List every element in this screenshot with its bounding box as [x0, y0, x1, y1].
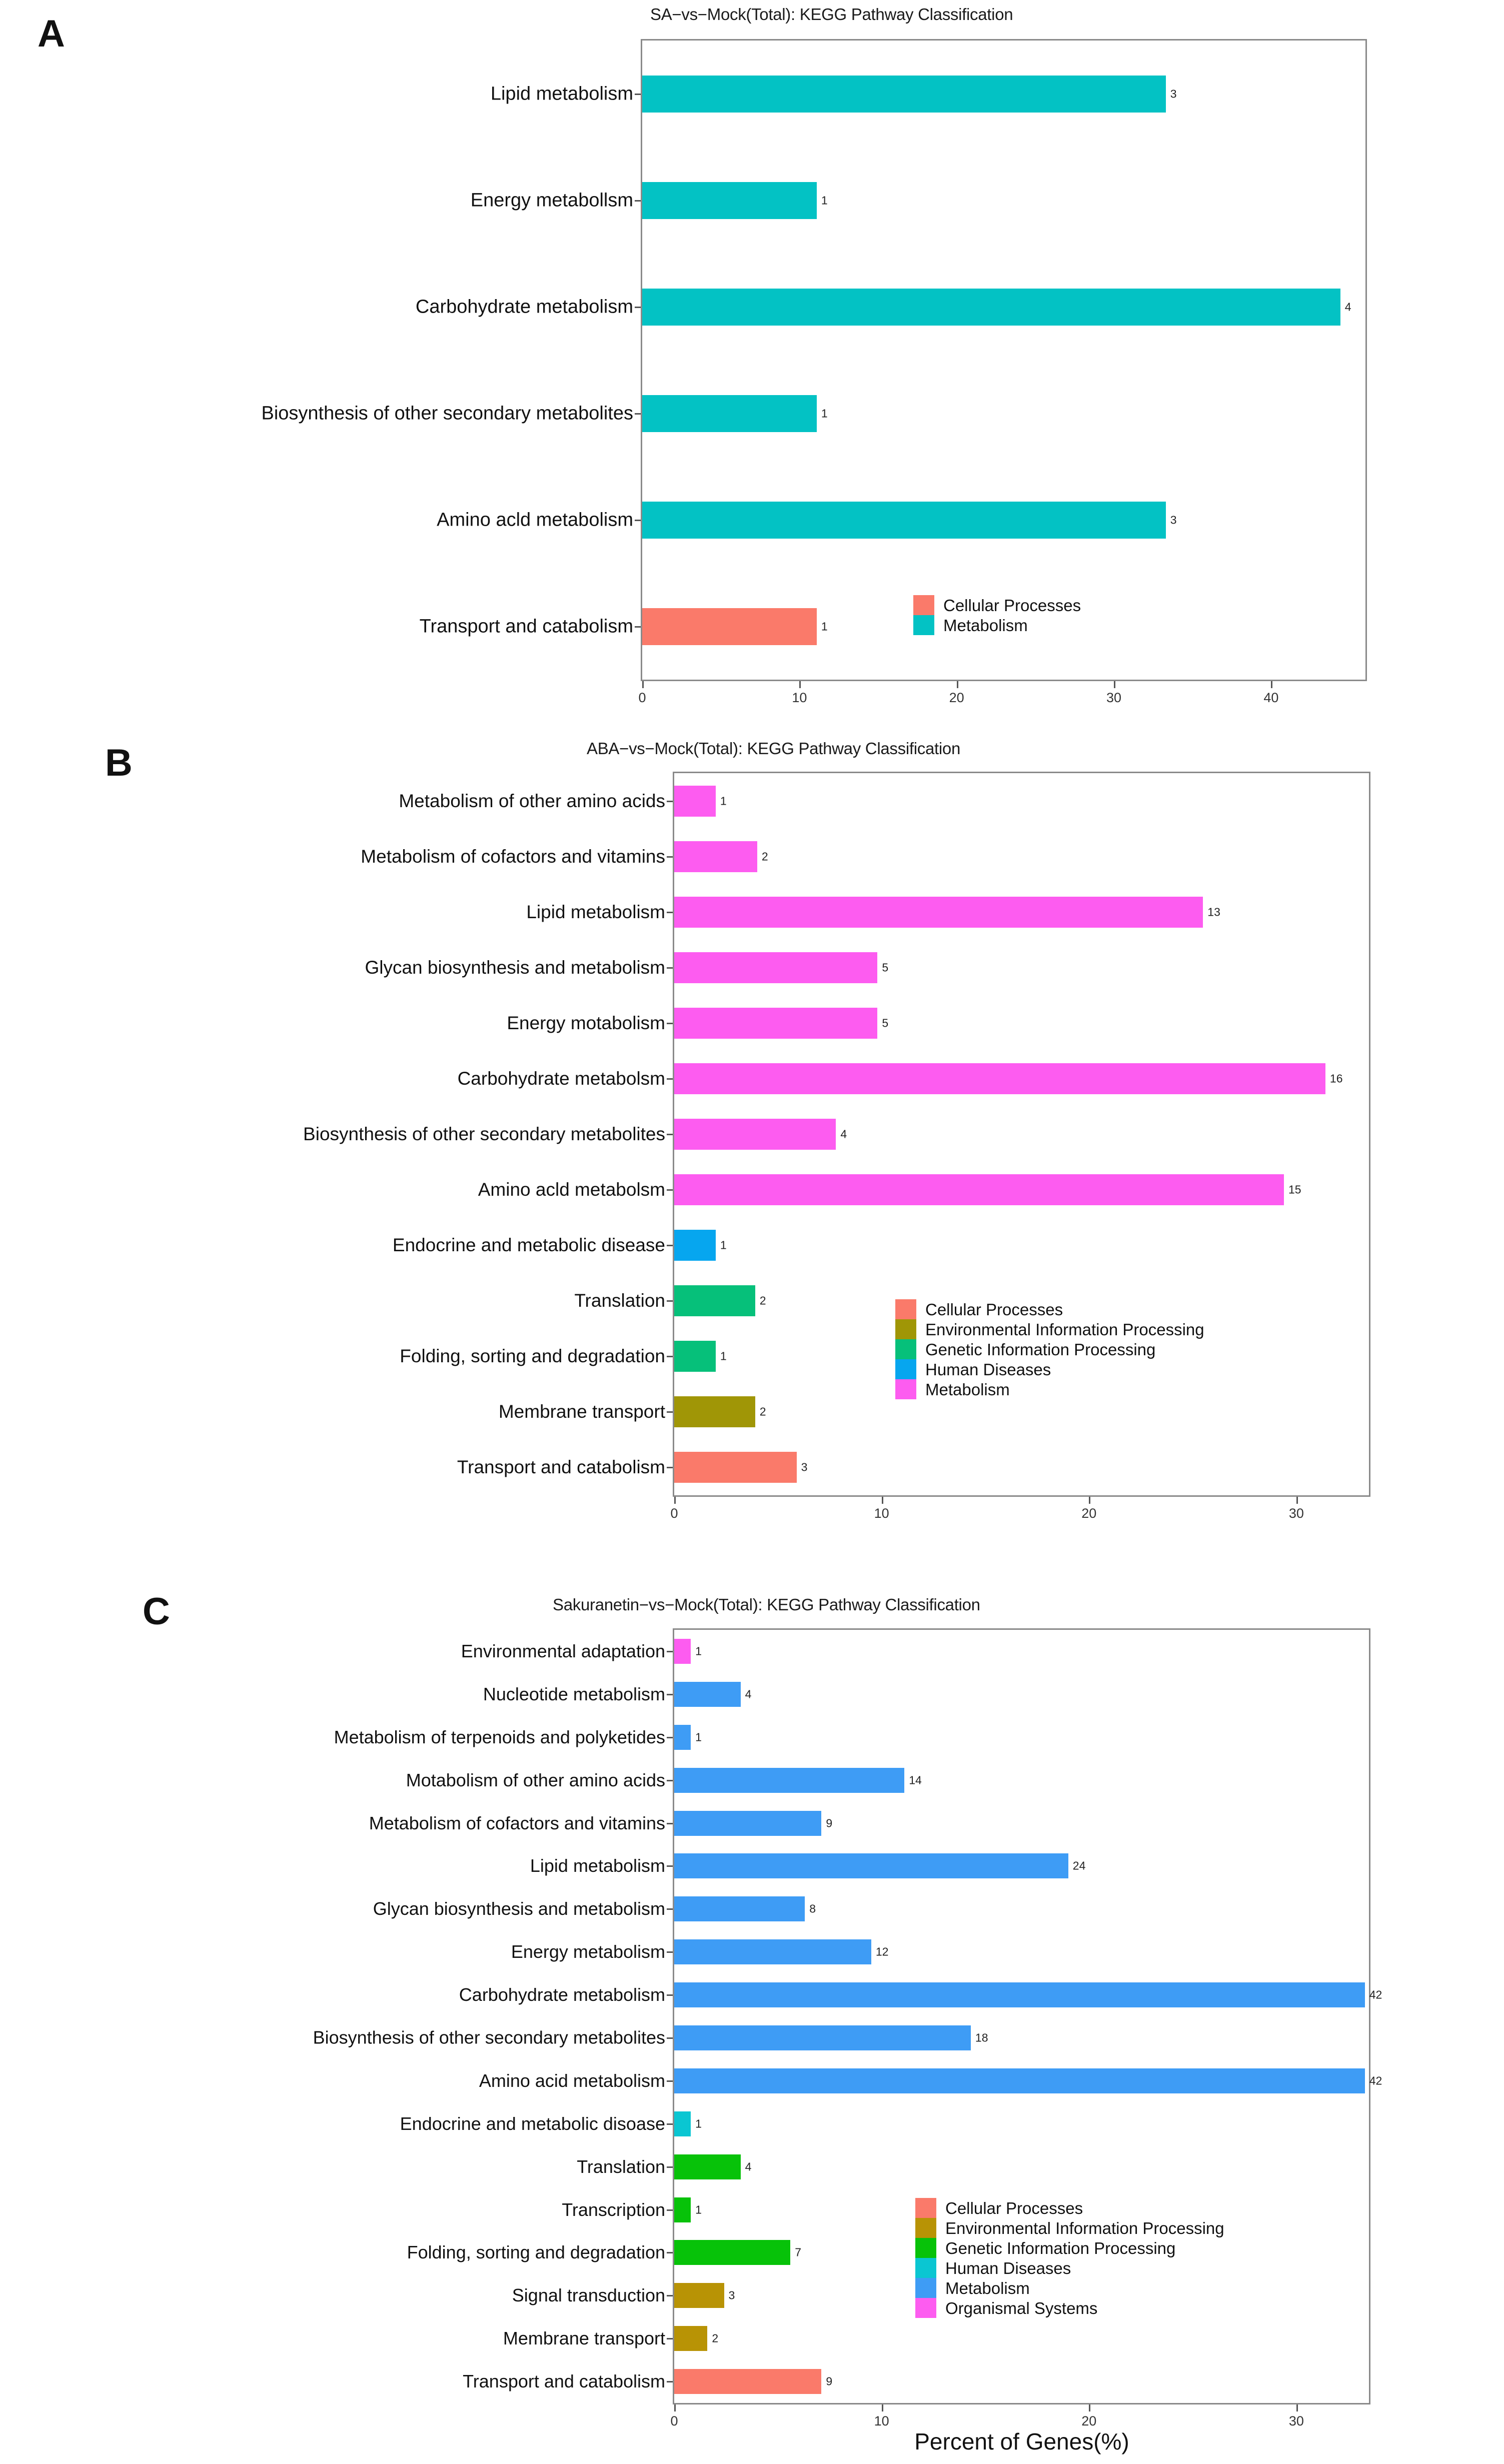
bar-value-label: 7	[795, 2245, 801, 2259]
bar-value-label: 24	[1072, 1859, 1086, 1872]
category-label: Translation	[574, 1290, 665, 1311]
legend-label: Organismal Systems	[945, 2298, 1098, 2317]
category-label: Biosynthesis of other secondary metabolites	[313, 2027, 665, 2048]
y-axis-tick	[667, 2123, 673, 2125]
y-axis-tick	[667, 1411, 673, 1413]
legend-label: Metabolism	[945, 2278, 1030, 2297]
category-label: Motabolism of other amino acids	[406, 1769, 665, 1790]
y-axis-tick	[667, 1467, 673, 1468]
category-label: Signal transduction	[512, 2285, 665, 2306]
y-axis-tick	[667, 1951, 673, 1953]
y-axis-tick	[635, 520, 641, 521]
y-axis-tick	[667, 1865, 673, 1867]
category-label: Energy metabollsm	[470, 190, 633, 211]
bar-value-label: 9	[826, 2374, 833, 2388]
bar	[674, 1982, 1365, 2007]
bar	[674, 1285, 755, 1316]
y-axis-tick	[635, 626, 641, 628]
x-axis-title: Percent of Genes(%)	[914, 2428, 1129, 2454]
bar	[674, 1639, 691, 1664]
legend-color-swatch	[915, 2278, 936, 2298]
category-label: Lipid metabolism	[526, 901, 665, 922]
bar	[674, 1119, 836, 1150]
bar-value-label: 4	[1344, 300, 1351, 313]
legend-label: Cellular Processes	[945, 2198, 1083, 2217]
y-axis-tick	[667, 1694, 673, 1695]
category-label: Energy metabolism	[511, 1941, 665, 1962]
legend-label: Genetic Information Processing	[925, 1340, 1156, 1359]
bar	[674, 2025, 971, 2050]
category-label: Glycan biosynthesis and metabolism	[365, 957, 665, 978]
y-axis-tick	[667, 1300, 673, 1302]
y-axis-tick	[667, 2209, 673, 2211]
category-label: Carbohydrate metabolism	[459, 1984, 665, 2005]
category-label: Biosynthesis of other secondary metabolites	[303, 1124, 665, 1144]
bar-value-label: 1	[821, 194, 828, 207]
legend-color-swatch	[895, 1379, 916, 1399]
bar-value-label: 4	[745, 2160, 752, 2173]
bar	[674, 2111, 691, 2136]
category-label: Carbohydrate metabolism	[415, 296, 633, 317]
legend-color-swatch	[895, 1359, 916, 1379]
bar-value-label: 4	[840, 1127, 847, 1141]
legend-label: Environmental Information Processing	[925, 1320, 1204, 1339]
x-axis-tick	[1296, 2404, 1298, 2411]
bar-value-label: 1	[720, 794, 727, 808]
y-axis-tick	[667, 912, 673, 913]
bar	[674, 2197, 691, 2222]
panel-c-legend	[915, 2198, 1224, 2318]
category-label: Glycan biosynthesis and metabolism	[373, 1898, 665, 1919]
bar	[642, 76, 1166, 113]
legend-color-swatch	[915, 2198, 936, 2218]
category-label: Environmental adaptation	[461, 1640, 665, 1661]
bar	[674, 1725, 691, 1750]
legend-color-swatch	[895, 1339, 916, 1359]
x-axis-tick-label: 30	[1288, 2413, 1304, 2428]
category-label: Endocrine and metabolic disease	[392, 1235, 665, 1256]
legend-color-swatch	[915, 2218, 936, 2238]
legend-color-swatch	[915, 2298, 936, 2318]
bar	[674, 1396, 755, 1427]
y-axis-tick	[635, 200, 641, 202]
bar	[674, 1063, 1325, 1094]
y-axis-tick	[635, 413, 641, 415]
bar	[642, 395, 817, 432]
bar-value-label: 2	[759, 1294, 766, 1307]
bar	[642, 182, 817, 219]
category-label: Amino acld metabolsm	[478, 1179, 665, 1200]
bar-value-label: 2	[759, 1405, 766, 1418]
category-label: Folding, sorting and degradation	[400, 1346, 665, 1367]
x-axis-tick	[674, 1497, 676, 1504]
bar	[674, 1341, 716, 1372]
bar	[674, 2326, 707, 2351]
bar-value-label: 42	[1369, 1988, 1382, 2001]
panel-b-letter: B	[105, 742, 133, 784]
legend-color-swatch	[913, 595, 934, 615]
legend-color-swatch	[913, 615, 934, 635]
legend-item	[915, 2278, 1224, 2298]
y-axis-tick	[667, 1780, 673, 1781]
y-axis-tick	[667, 856, 673, 858]
x-axis-tick	[1089, 2404, 1090, 2411]
legend-item	[895, 1299, 1204, 1319]
category-label: Folding, sorting and degradation	[407, 2242, 665, 2263]
panel-a-letter: A	[38, 13, 65, 55]
bar	[674, 2369, 821, 2394]
bar-value-label: 3	[801, 1460, 808, 1474]
legend-item	[915, 2298, 1224, 2318]
x-axis-tick-label: 40	[1263, 690, 1279, 705]
x-axis-tick-label: 10	[874, 2413, 889, 2428]
category-label: Metabolism of other amino acids	[399, 790, 665, 811]
x-axis-tick	[642, 681, 644, 688]
bar-value-label: 1	[695, 2203, 702, 2216]
x-axis-tick-label: 20	[949, 690, 964, 705]
bar-value-label: 42	[1369, 2074, 1382, 2087]
bar	[674, 1853, 1068, 1878]
bar-value-label: 9	[826, 1816, 833, 1829]
legend-label: Metabolism	[943, 616, 1028, 635]
y-axis-tick	[635, 94, 641, 95]
legend-item	[913, 615, 1081, 635]
x-axis-tick	[1089, 1497, 1090, 1504]
y-axis-tick	[667, 2166, 673, 2168]
x-axis-tick	[882, 2404, 883, 2411]
category-label: Amino acid metabolism	[479, 2070, 665, 2091]
legend-item	[895, 1359, 1204, 1379]
x-axis-tick-label: 30	[1288, 1506, 1304, 1521]
bar-value-label: 18	[975, 2031, 988, 2044]
y-axis-tick	[667, 2295, 673, 2296]
bar-value-label: 16	[1329, 1072, 1343, 1085]
panel-a-legend	[913, 595, 1081, 635]
category-label: Transport and catabolism	[463, 2371, 665, 2392]
legend-item	[913, 595, 1081, 615]
bar-value-label: 3	[728, 2288, 735, 2302]
x-axis-tick	[957, 681, 958, 688]
panel-a-title: SA−vs−Mock(Total): KEGG Pathway Classification	[650, 5, 1013, 24]
legend-label: Human Diseases	[945, 2258, 1071, 2277]
legend-color-swatch	[895, 1319, 916, 1339]
category-label: Translation	[577, 2156, 665, 2177]
legend-item	[895, 1379, 1204, 1399]
bar	[674, 1682, 741, 1707]
bar	[674, 2240, 790, 2265]
legend-item	[895, 1319, 1204, 1339]
bar-value-label: 15	[1288, 1183, 1301, 1196]
x-axis-tick-label: 30	[1106, 690, 1122, 705]
y-axis-tick	[667, 1245, 673, 1246]
category-label: Biosynthesis of other secondary metabolites	[261, 403, 633, 424]
bar-value-label: 1	[695, 1644, 702, 1658]
y-axis-tick	[667, 2037, 673, 2039]
legend-label: Metabolism	[925, 1380, 1010, 1399]
y-axis-tick	[667, 1134, 673, 1135]
bar	[674, 841, 757, 872]
bar-value-label: 1	[821, 407, 828, 420]
y-axis-tick	[667, 1994, 673, 1996]
legend-item	[915, 2238, 1224, 2258]
x-axis-tick-label: 0	[638, 690, 646, 705]
bar	[674, 1896, 805, 1921]
bar	[642, 289, 1340, 326]
category-label: Transcription	[562, 2199, 665, 2220]
bar-value-label: 8	[809, 1902, 816, 1915]
category-label: Lipid metabolism	[530, 1855, 665, 1876]
legend-color-swatch	[895, 1299, 916, 1319]
bar-value-label: 2	[712, 2331, 719, 2345]
category-label: Metabolism of cofactors and vitamins	[361, 846, 665, 867]
bar	[674, 786, 716, 817]
bar-value-label: 1	[695, 2117, 702, 2130]
bar-value-label: 1	[720, 1349, 727, 1363]
category-label: Amino acld metabolism	[437, 509, 633, 530]
y-axis-tick	[667, 2338, 673, 2339]
bar-value-label: 3	[1170, 87, 1177, 100]
y-axis-tick	[667, 2080, 673, 2082]
bar-value-label: 1	[695, 1730, 702, 1744]
bar-value-label: 1	[720, 1238, 727, 1252]
bar	[674, 1452, 797, 1483]
bar-value-label: 1	[821, 620, 828, 633]
category-label: Nucleotide metabolism	[483, 1683, 665, 1704]
bar-value-label: 3	[1170, 513, 1177, 526]
bar-value-label: 2	[761, 850, 768, 863]
y-axis-tick	[667, 1023, 673, 1024]
x-axis-tick-label: 10	[792, 690, 807, 705]
y-axis-tick	[667, 2381, 673, 2382]
legend-label: Cellular Processes	[925, 1300, 1063, 1319]
category-label: Energy motabolism	[507, 1012, 665, 1033]
category-label: Membrane transport	[503, 2328, 665, 2349]
bar-value-label: 14	[909, 1773, 922, 1787]
bar	[642, 608, 817, 645]
y-axis-tick	[667, 967, 673, 969]
x-axis-tick	[1271, 681, 1272, 688]
y-axis-tick	[667, 1189, 673, 1191]
x-axis-tick	[799, 681, 801, 688]
bar	[674, 2154, 741, 2179]
bar-value-label: 5	[882, 961, 889, 974]
x-axis-tick	[1114, 681, 1115, 688]
category-label: Metabolism of cofactors and vitamins	[369, 1812, 665, 1833]
category-label: Transport and catabolism	[457, 1457, 665, 1478]
y-axis-tick	[635, 307, 641, 308]
bar-value-label: 12	[875, 1945, 889, 1958]
y-axis-tick	[667, 801, 673, 802]
legend-label: Cellular Processes	[943, 596, 1081, 615]
bar	[674, 1768, 904, 1793]
y-axis-tick	[667, 1823, 673, 1824]
legend-item	[915, 2218, 1224, 2238]
category-label: Carbohydrate metabolsm	[457, 1068, 665, 1089]
category-label: Transport and catabolism	[419, 616, 633, 637]
x-axis-tick	[1296, 1497, 1298, 1504]
y-axis-tick	[667, 1737, 673, 1738]
legend-color-swatch	[915, 2238, 936, 2258]
panel-c-letter: C	[143, 1590, 170, 1633]
panel-b-title: ABA−vs−Mock(Total): KEGG Pathway Classification	[587, 739, 961, 758]
x-axis-tick-label: 0	[670, 2413, 678, 2428]
x-axis-tick	[674, 2404, 676, 2411]
category-label: Metabolism of terpenoids and polyketides	[334, 1726, 665, 1747]
x-axis-tick-label: 0	[670, 1506, 678, 1521]
x-axis-tick-label: 20	[1081, 1506, 1097, 1521]
bar	[674, 1811, 821, 1836]
bar-value-label: 5	[882, 1016, 889, 1030]
y-axis-tick	[667, 1908, 673, 1910]
panel-c-title: Sakuranetin−vs−Mock(Total): KEGG Pathway Classification	[553, 1595, 980, 1614]
category-label: Endocrine and metabolic disoase	[400, 2113, 665, 2134]
bar	[674, 2068, 1365, 2093]
y-axis-tick	[667, 1078, 673, 1080]
bar	[674, 1174, 1284, 1205]
x-axis-tick-label: 10	[874, 1506, 889, 1521]
bar	[674, 897, 1203, 928]
bar-value-label: 4	[745, 1687, 752, 1701]
legend-color-swatch	[915, 2258, 936, 2278]
panel-b-legend	[895, 1299, 1204, 1399]
legend-item	[895, 1339, 1204, 1359]
bar	[674, 2283, 724, 2308]
panel-a-plot-area	[641, 39, 1367, 681]
legend-item	[915, 2258, 1224, 2278]
bar-value-label: 13	[1207, 905, 1220, 919]
bar	[674, 1230, 716, 1261]
category-label: Lipid metabolism	[490, 83, 633, 104]
bar	[674, 1008, 877, 1039]
bar	[674, 952, 877, 983]
y-axis-tick	[667, 1651, 673, 1652]
x-axis-tick-label: 20	[1081, 2413, 1097, 2428]
legend-label: Genetic Information Processing	[945, 2238, 1176, 2257]
x-axis-tick	[882, 1497, 883, 1504]
bar	[674, 1939, 871, 1964]
legend-item	[915, 2198, 1224, 2218]
y-axis-tick	[667, 2252, 673, 2253]
legend-label: Environmental Information Processing	[945, 2218, 1224, 2237]
bar	[642, 502, 1166, 539]
legend-label: Human Diseases	[925, 1360, 1051, 1379]
category-label: Membrane transport	[498, 1401, 665, 1422]
y-axis-tick	[667, 1356, 673, 1357]
